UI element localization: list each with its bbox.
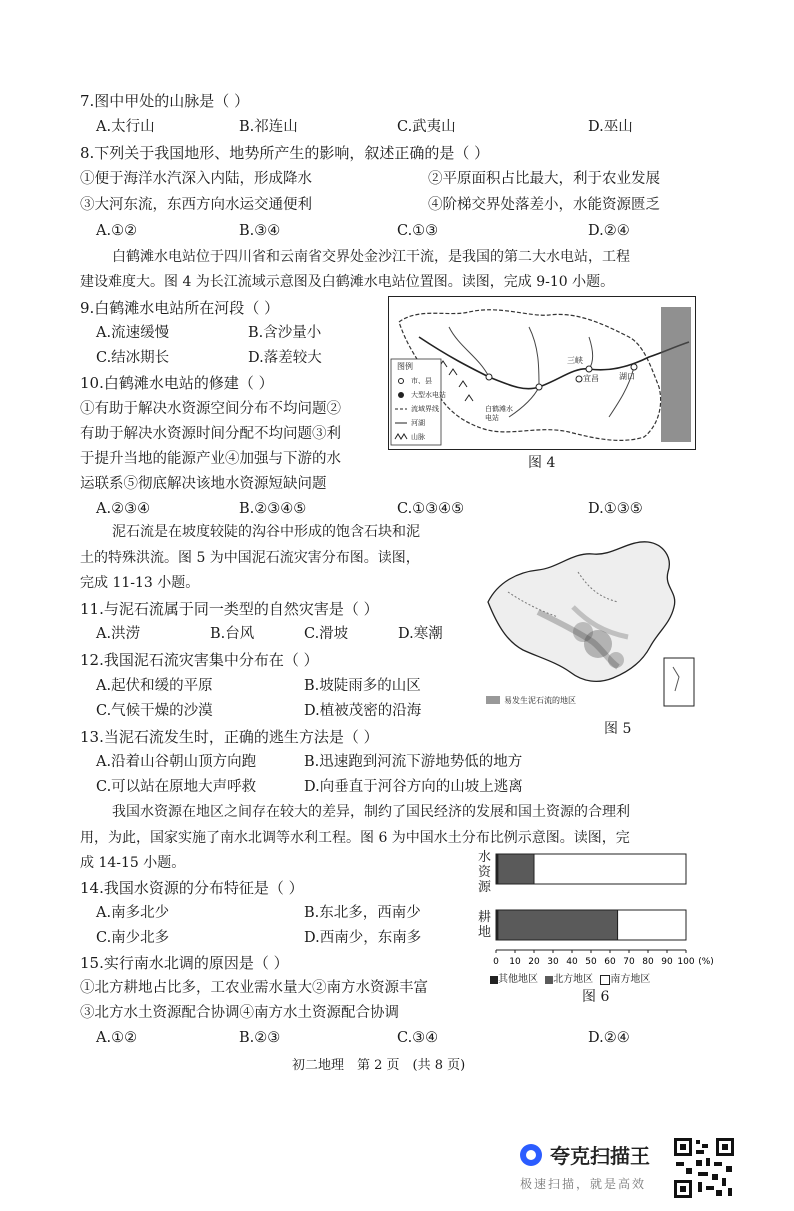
fig5-legend: 易发生泥石流的地区	[504, 696, 576, 705]
fig4-label-sanxia: 三峡	[567, 356, 583, 365]
x-tick-label: 70	[623, 957, 635, 967]
legend-swatch-other	[490, 976, 498, 984]
x-tick-label: 100	[677, 957, 695, 967]
legend-other: 其他地区	[498, 974, 538, 985]
q12-option-a: A.起伏和缓的平原	[96, 678, 213, 694]
x-tick-label: 10	[509, 957, 521, 967]
passage1-line2: 建设难度大。图 4 为长江流域示意图及白鹤滩水电站位置图。读图，完成 9-10 小题。	[80, 274, 615, 290]
q7-stem: 7.图中甲处的山脉是（ ）	[80, 92, 250, 110]
q15-option-b: B.②③	[239, 1030, 281, 1046]
bar-land-north	[498, 910, 618, 940]
q14-option-c: C.南少北多	[96, 930, 170, 946]
water-land-chart	[474, 846, 724, 1006]
legend-swatch-south	[600, 975, 610, 985]
q11-option-c: C.滑坡	[304, 626, 349, 642]
bar-water-north	[498, 854, 534, 884]
q10-option-a: A.②③④	[96, 501, 151, 517]
q7-option-b: B.祁连山	[239, 119, 298, 135]
q13-stem: 13.当泥石流发生时，正确的逃生方法是（ ）	[80, 728, 379, 746]
q12-option-c: C.气候干燥的沙漠	[96, 703, 213, 719]
debris-flow-map	[478, 532, 698, 712]
q10-line-4: 运联系⑤彻底解决该地水资源短缺问题	[80, 476, 327, 492]
q10-option-d: D.①③⑤	[588, 501, 643, 517]
legend-north: 北方地区	[553, 974, 594, 985]
bar-land-south	[618, 910, 686, 940]
q14-option-a: A.南多北少	[96, 905, 170, 921]
q8-option-d: D.②④	[588, 223, 630, 239]
x-tick-label: 90	[661, 957, 673, 967]
bar-water-south	[534, 854, 686, 884]
yangtze-map-drawing	[389, 297, 695, 449]
q14-option-d: D.西南少，东南多	[304, 930, 422, 946]
q13-option-b: B.迅速跑到河流下游地势低的地方	[304, 754, 523, 770]
q15-item-2: ③北方水土资源配合协调④南方水土资源配合协调	[80, 1005, 399, 1021]
fig4-legend-city: 市、县	[411, 377, 432, 385]
x-tick-label: 0	[493, 957, 499, 967]
q13-option-d: D.向垂直于河谷方向的山坡上逃离	[304, 779, 523, 795]
x-tick-label: 60	[604, 957, 616, 967]
fig4-label-hukou: 湖口	[619, 372, 635, 381]
q15-item-1: ①北方耕地占比多，工农业需水量大②南方水资源丰富	[80, 980, 428, 996]
yangtze-basin-map	[388, 296, 696, 450]
passage3-line2: 用，为此，国家实施了南水北调等水利工程。图 6 为中国水土分布比例示意图。读图，完	[80, 830, 630, 846]
q11-option-a: A.洪涝	[96, 626, 141, 642]
q9-option-b: B.含沙量小	[248, 325, 322, 341]
q9-stem: 9.白鹤滩水电站所在河段（ ）	[80, 299, 280, 317]
fig4-caption: 图 4	[528, 455, 556, 471]
passage2-line1: 泥石流是在坡度较陡的沟谷中形成的饱含石块和泥	[112, 524, 420, 540]
passage3-line1: 我国水资源在地区之间存在较大的差异，制约了国民经济的发展和国土资源的合理利	[112, 804, 630, 820]
q8-option-b: B.③④	[239, 223, 281, 239]
fig4-legend-river: 河湖	[411, 419, 425, 427]
fig4-label-baihetan: 白鹤滩水电站	[485, 405, 513, 422]
passage1-line1: 白鹤滩水电站位于四川省和云南省交界处金沙江干流，是我国的第二大水电站，工程	[112, 249, 630, 265]
q10-line-1: ①有助于解决水资源空间分布不均问题②	[80, 401, 341, 417]
x-tick-label: 30	[547, 957, 559, 967]
q15-stem: 15.实行南水北调的原因是（ ）	[80, 954, 289, 972]
q8-item-4: ④阶梯交界处落差小，水能资源匮乏	[428, 197, 660, 213]
legend-swatch-north	[545, 976, 553, 984]
fig4-label-yichang: 宜昌	[583, 374, 599, 383]
q15-option-c: C.③④	[397, 1030, 439, 1046]
q8-option-c: C.①③	[397, 223, 439, 239]
fig4-legend-boundary: 流域界线	[411, 405, 439, 413]
q10-option-b: B.②③④⑤	[239, 501, 307, 517]
q7-option-a: A.太行山	[96, 119, 155, 135]
q8-stem: 8.下列关于我国地形、地势所产生的影响，叙述正确的是（ ）	[80, 144, 490, 162]
q15-option-d: D.②④	[588, 1030, 630, 1046]
q8-item-2: ②平原面积占比最大，利于农业发展	[428, 171, 660, 187]
x-tick-label: 20	[528, 957, 540, 967]
q11-option-b: B.台风	[210, 626, 255, 642]
q13-option-a: A.沿着山谷朝山顶方向跑	[96, 754, 257, 770]
q10-stem: 10.白鹤滩水电站的修建（ ）	[80, 374, 274, 392]
chart-category-water: 水资源	[478, 850, 492, 895]
q7-option-c: C.武夷山	[397, 119, 456, 135]
q11-stem: 11.与泥石流属于同一类型的自然灾害是（ ）	[80, 600, 379, 618]
scanner-brand-name: 夸克扫描王	[550, 1144, 650, 1168]
q12-stem: 12.我国泥石流灾害集中分布在（ ）	[80, 651, 319, 669]
q12-option-d: D.植被茂密的沿海	[304, 703, 422, 719]
x-tick-label: 80	[642, 957, 654, 967]
passage3-line3: 成 14-15 小题。	[80, 855, 186, 871]
chart-legend	[490, 970, 650, 985]
page-footer: 初二地理 第 2 页 (共 8 页)	[292, 1058, 466, 1073]
x-axis-unit: (%)	[698, 957, 714, 967]
q10-line-3: 于提升当地的能源产业④加强与下游的水	[80, 451, 341, 467]
scanner-slogan: 极速扫描，就是高效	[520, 1177, 647, 1191]
q8-option-a: A.①②	[96, 223, 138, 239]
fig5-caption: 图 5	[604, 721, 632, 737]
q8-item-3: ③大河东流，东西方向水运交通便利	[80, 197, 312, 213]
legend-south: 南方地区	[610, 974, 651, 985]
q7-option-d: D.巫山	[588, 119, 633, 135]
q10-line-2: 有助于解决水资源时间分配不均问题③利	[80, 426, 341, 442]
chart-category-land: 耕地	[478, 910, 492, 940]
fig4-legend-title: 图例	[397, 362, 413, 371]
q12-option-b: B.坡陡雨多的山区	[304, 678, 421, 694]
q8-item-1: ①便于海洋水汽深入内陆，形成降水	[80, 171, 312, 187]
qr-code-icon[interactable]	[672, 1136, 736, 1200]
china-map-drawing	[478, 532, 698, 712]
q9-option-c: C.结冰期长	[96, 350, 170, 366]
q14-stem: 14.我国水资源的分布特征是（ ）	[80, 879, 304, 897]
fig6-caption: 图 6	[582, 989, 610, 1005]
passage2-line2: 土的特殊洪流。图 5 为中国泥石流灾害分布图。读图，	[80, 550, 420, 566]
q13-option-c: C.可以站在原地大声呼救	[96, 779, 257, 795]
scanner-brand	[520, 1140, 650, 1192]
x-tick-label: 50	[585, 957, 597, 967]
q11-option-d: D.寒潮	[398, 626, 443, 642]
scanner-logo-icon	[520, 1144, 542, 1166]
q10-option-c: C.①③④⑤	[397, 501, 465, 517]
passage2-line3: 完成 11-13 小题。	[80, 575, 200, 591]
q14-option-b: B.东北多，西南少	[304, 905, 421, 921]
x-tick-label: 40	[566, 957, 578, 967]
q15-option-a: A.①②	[96, 1030, 138, 1046]
fig4-legend-dam: 大型水电站	[411, 391, 446, 399]
q9-option-d: D.落差较大	[248, 350, 322, 366]
q9-option-a: A.流速缓慢	[96, 325, 170, 341]
fig4-legend-mountain: 山脉	[411, 433, 425, 441]
